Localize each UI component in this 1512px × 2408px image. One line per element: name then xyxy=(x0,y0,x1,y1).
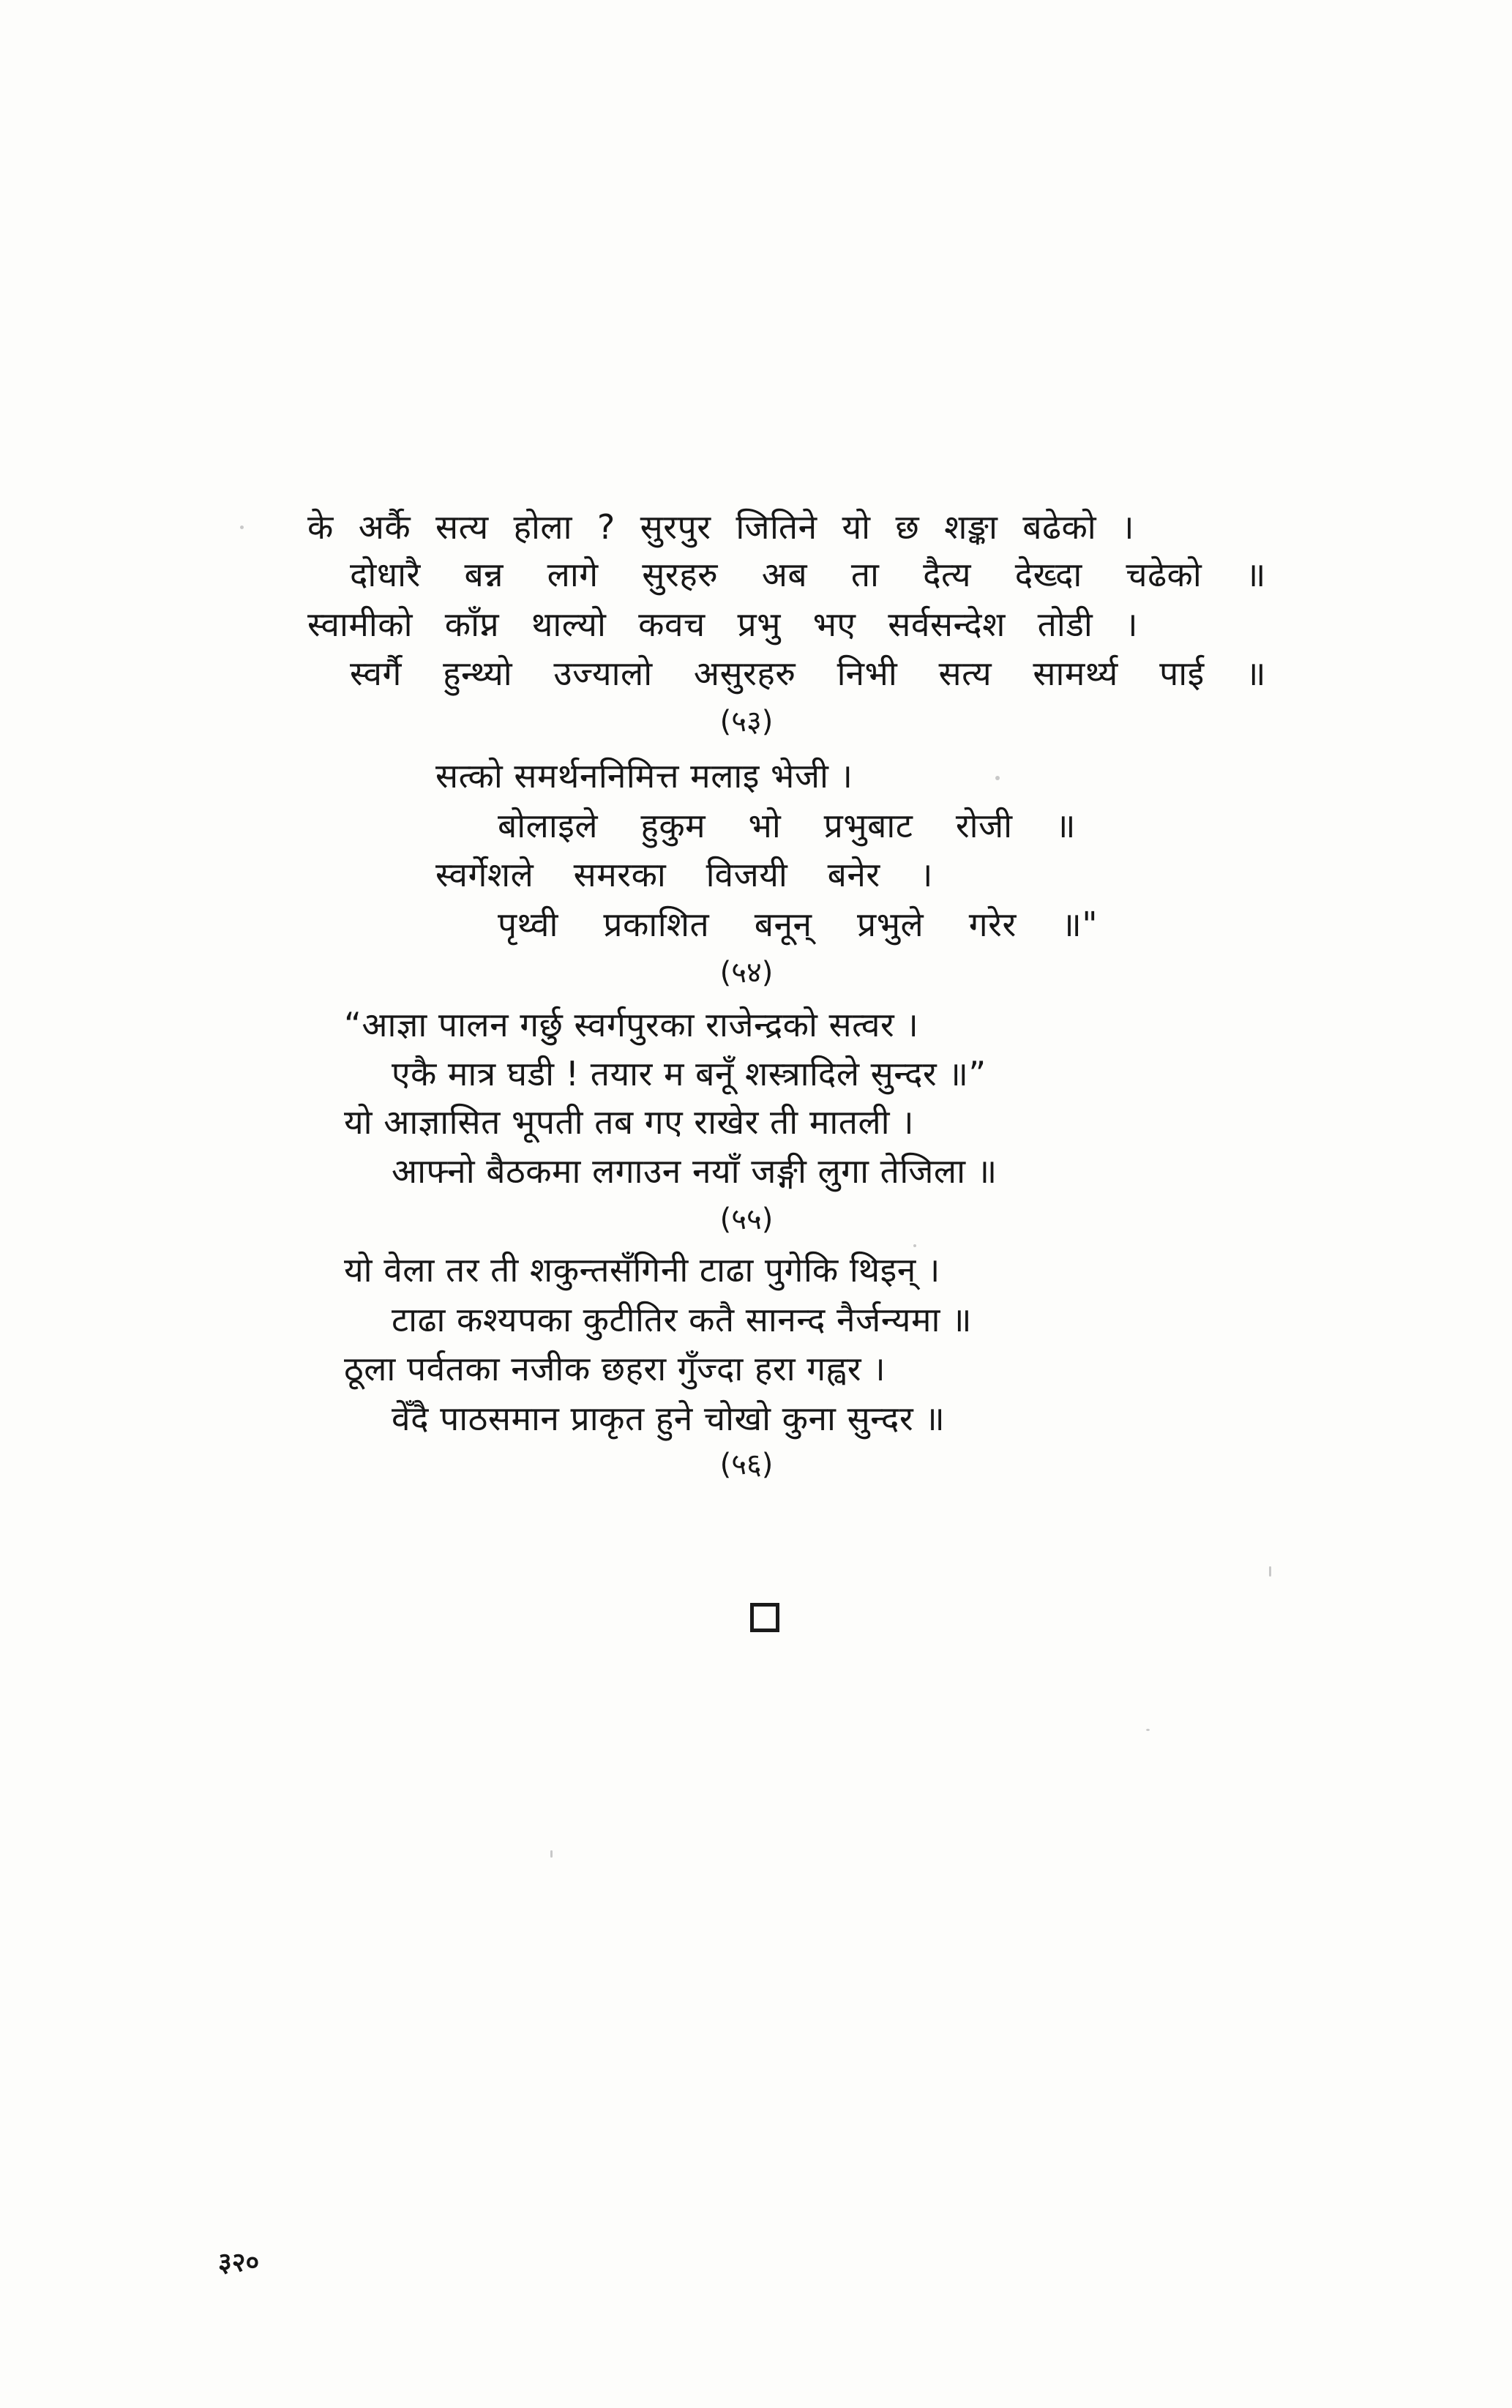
verse-line: ठूला पर्वतका नजीक छहरा गुँज्दा हरा गह्वर । xyxy=(344,1349,886,1388)
scan-speck xyxy=(240,526,244,529)
scan-speck xyxy=(550,1850,553,1858)
verse-line: आफ्नो बैठकमा लगाउन नयाँ जङ्गी लुगा तेजिला ॥ xyxy=(392,1151,998,1191)
scan-speck xyxy=(1269,1566,1271,1577)
verse-line: वेँदै पाठसमान प्राकृत हुने चोखो कुना सुन्दर ॥ xyxy=(392,1399,946,1438)
verse-line: स्वर्गै हुन्थ्यो उज्यालो असुरहरु निभी सत्य सामर्थ्य पाई ॥ xyxy=(350,654,1266,693)
verse-line: बोलाइले हुकुम भो प्रभुबाट रोजी ॥ xyxy=(498,806,1076,845)
stanza-number: (५५) xyxy=(719,1203,774,1236)
verse-line: यो आज्ञासित भूपती तब गए राखेर ती मातली । xyxy=(344,1102,915,1142)
verse-line: के अर्कै सत्य होला ? सुरपुर जितिने यो छ शङ्का बढेको । xyxy=(307,507,1134,547)
scan-speck xyxy=(913,1244,916,1247)
verse-line: यो वेला तर ती शकुन्तसँगिनी टाढा पुगेकि थिइन् । xyxy=(344,1250,940,1290)
stanza-number: (५६) xyxy=(719,1448,774,1481)
stanza-number: (५४) xyxy=(719,956,774,990)
verse-line: टाढा कश्यपका कुटीतिर कतै सानन्द नैर्जन्यमा ॥ xyxy=(392,1300,973,1339)
verse-line: स्वामीको काँप्न थाल्यो कवच प्रभु भए सर्वसन्देश तोडी । xyxy=(307,605,1138,644)
stanza-number: (५३) xyxy=(719,705,774,739)
verse-line: पृथ्वी प्रकाशित बनून् प्रभुले गरेर ॥" xyxy=(498,905,1098,944)
verse-line: दोधारै बन्न लागे सुरहरु अब ता दैत्य देख्दा चढेको ॥ xyxy=(350,555,1266,594)
verse-line: एकै मात्र घडी ! तयार म बनूँ शस्त्रादिले सुन्दर ॥” xyxy=(392,1054,987,1093)
page-number: ३२० xyxy=(218,2248,260,2278)
scan-speck xyxy=(995,776,1000,780)
verse-line: सत्को समर्थननिमित्त मलाइ भेजी । xyxy=(435,756,853,796)
scan-speck xyxy=(1146,1729,1150,1731)
verse-line: स्वर्गेशले समरका विजयी बनेर । xyxy=(435,855,933,894)
verse-line: “आज्ञा पालन गर्छु स्वर्गपुरका राजेन्द्रको सत्वर । xyxy=(344,1005,919,1044)
section-end-square-icon xyxy=(750,1603,779,1632)
